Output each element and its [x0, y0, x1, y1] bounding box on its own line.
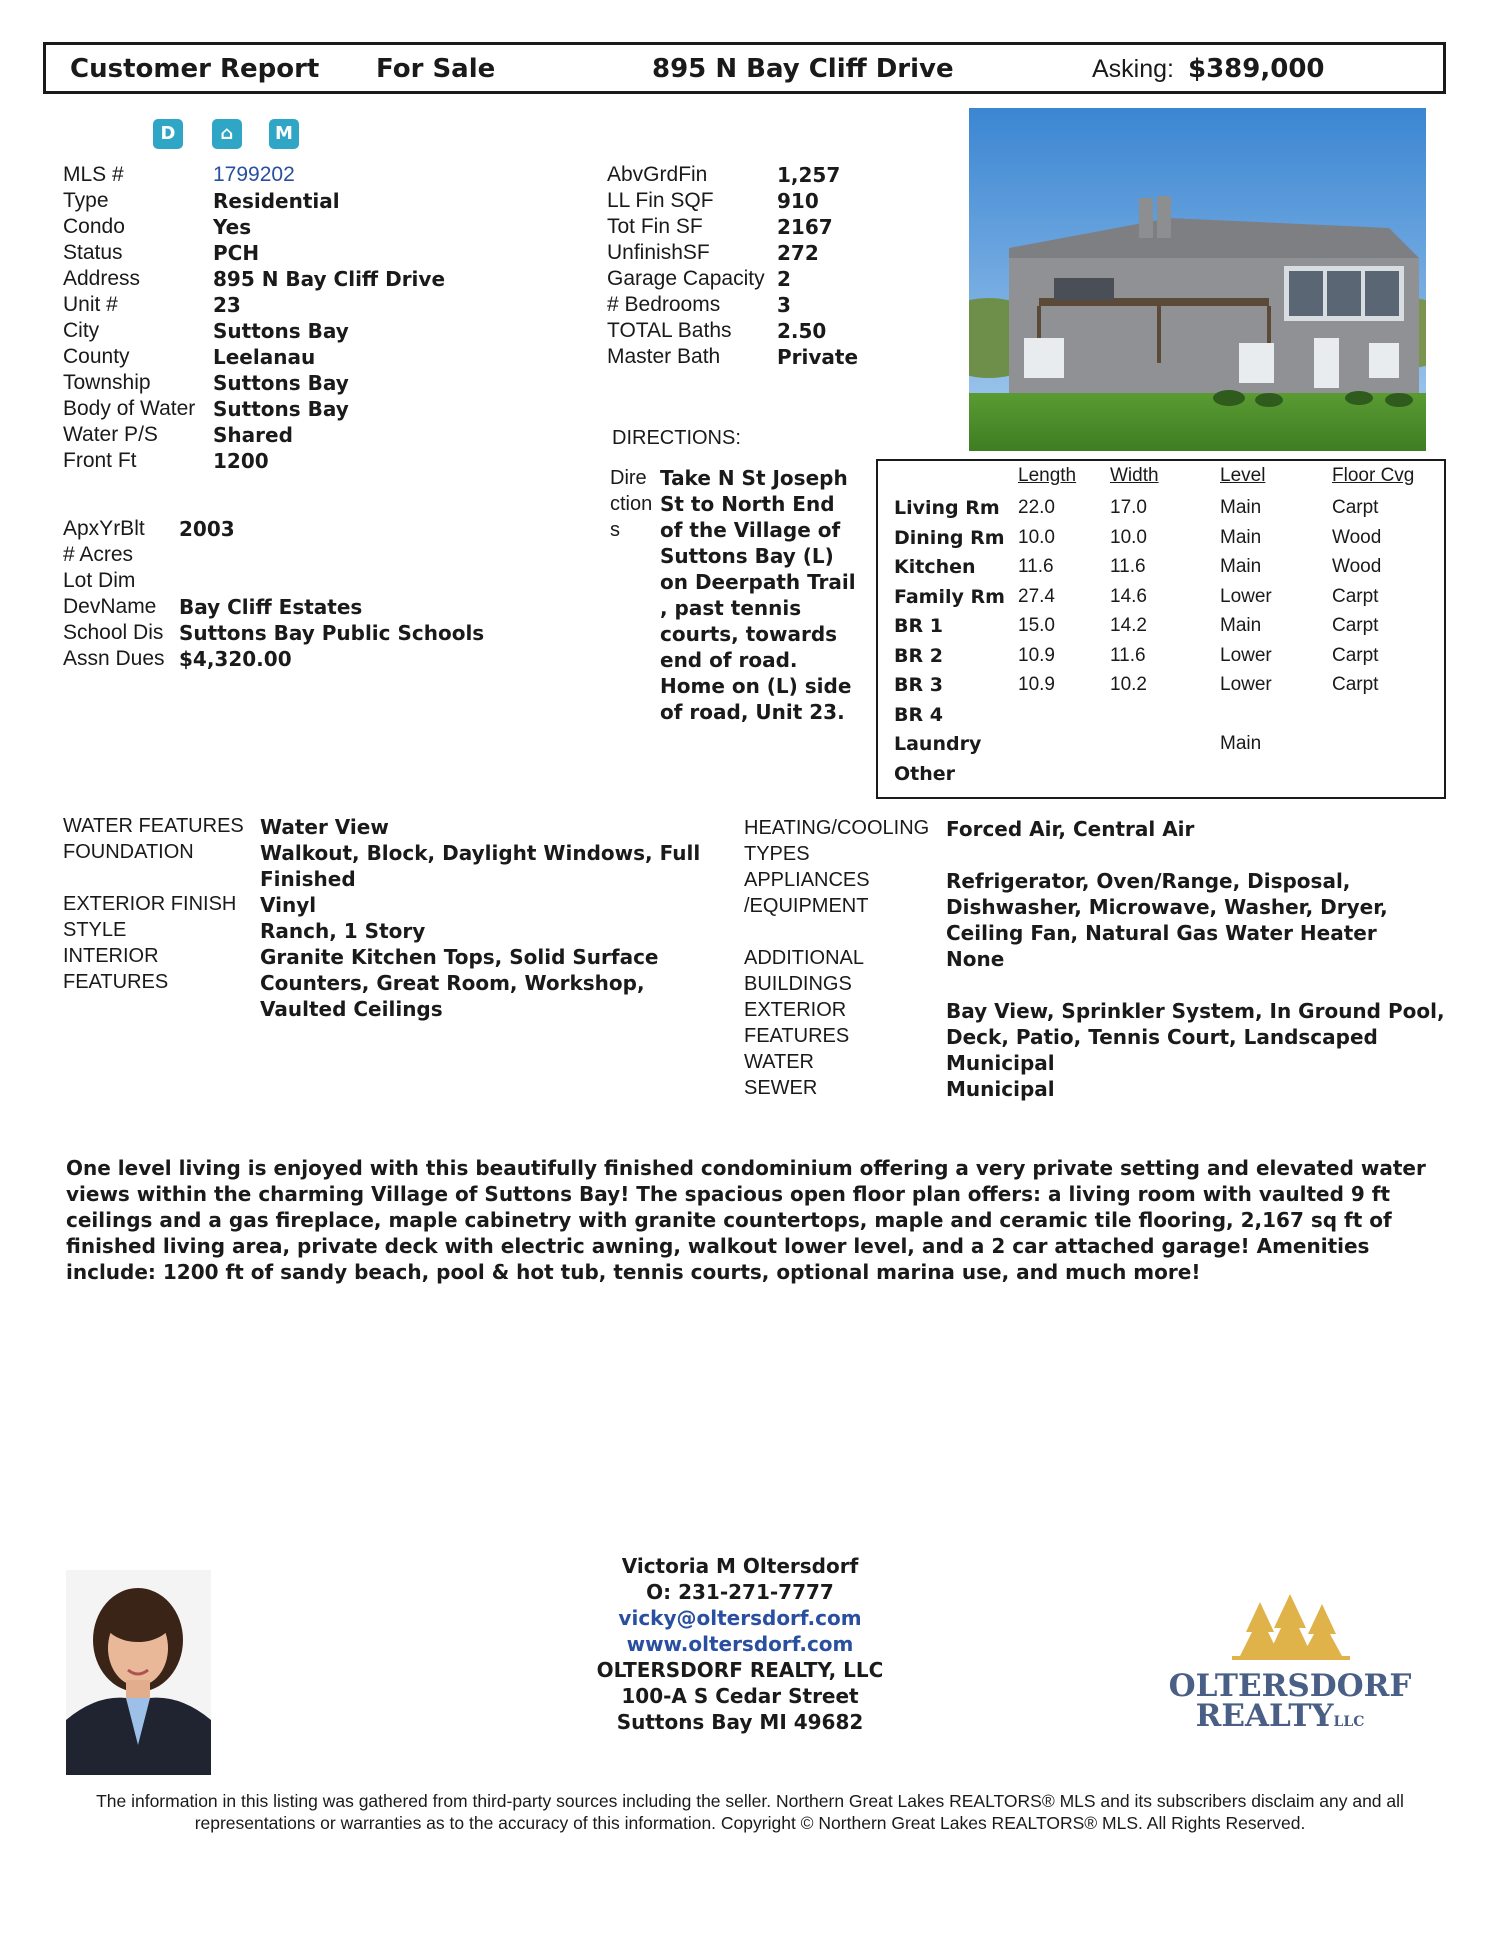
room-name: Other — [894, 762, 956, 785]
room-floor: Carpt — [1332, 674, 1379, 695]
feature-label: FOUNDATION — [63, 841, 194, 863]
feature-label: WATER — [744, 1051, 814, 1073]
size-info — [607, 163, 907, 383]
company-street: 100-A S Cedar Street — [621, 1684, 859, 1708]
field-row — [607, 345, 907, 371]
room-width: 14.6 — [1110, 585, 1147, 607]
directions-line: Suttons Bay (L) — [660, 544, 834, 568]
field-value: PCH — [213, 241, 260, 265]
feature-value: Granite Kitchen Tops, Solid Surface — [260, 945, 659, 969]
field-label: # Bedrooms — [607, 293, 721, 316]
field-value: 1200 — [213, 449, 269, 473]
field-value: 23 — [213, 293, 241, 317]
features-left — [63, 815, 713, 1025]
logo-line1: OLTERSDORF — [1168, 1668, 1412, 1704]
field-row — [607, 163, 907, 189]
room-level: Main — [1220, 733, 1262, 754]
field-label: Status — [63, 241, 123, 264]
feature-value: None — [946, 947, 1005, 971]
pine-trees-icon — [1160, 1590, 1420, 1670]
room-row — [878, 645, 1444, 673]
field-value: 1,257 — [777, 163, 841, 187]
field-row — [63, 595, 533, 621]
field-label: ApxYrBlt — [63, 517, 145, 540]
room-level: Lower — [1220, 674, 1272, 695]
agent-name: Victoria M Oltersdorf — [621, 1554, 859, 1578]
field-label: DevName — [63, 595, 157, 618]
room-level: Lower — [1220, 644, 1272, 666]
agent-email-link[interactable]: vicky@oltersdorf.com — [618, 1606, 862, 1630]
field-row — [63, 449, 533, 475]
field-label: Lot Dim — [63, 569, 136, 592]
field-value: Leelanau — [213, 345, 316, 369]
logo-line2 — [1160, 1700, 1400, 1738]
description-line: include: 1200 ft of sandy beach, pool & hot tub, tennis courts, optional marina use, and much more! — [66, 1260, 1201, 1284]
directions-label-line: ction — [610, 493, 653, 515]
room-width: 10.0 — [1110, 526, 1147, 548]
asking-label: Asking: — [1092, 55, 1174, 83]
company-logo — [1160, 1590, 1420, 1750]
field-row — [607, 189, 907, 215]
directions-line: Take N St Joseph — [660, 466, 848, 490]
listing-info — [63, 163, 533, 483]
field-label: County — [63, 345, 130, 368]
room-width: 11.6 — [1110, 644, 1146, 666]
room-row — [878, 556, 1444, 584]
report-title: Customer Report — [70, 54, 320, 84]
feature-value: Forced Air, Central Air — [946, 817, 1195, 841]
field-row — [63, 345, 533, 371]
room-name: Dining Rm — [894, 526, 1005, 549]
field-value: 3 — [777, 293, 791, 317]
feature-value: Counters, Great Room, Workshop, — [260, 971, 645, 995]
field-label: City — [63, 319, 100, 342]
room-row — [878, 674, 1444, 702]
property-info — [63, 517, 533, 677]
column-header-level: Level — [1220, 465, 1266, 486]
feature-value: Vinyl — [260, 893, 317, 917]
feature-label: FEATURES — [63, 971, 169, 993]
room-width: 14.2 — [1110, 615, 1147, 636]
feature-value: Refrigerator, Oven/Range, Disposal, — [946, 869, 1351, 893]
room-row — [878, 733, 1444, 761]
room-floor: Wood — [1332, 526, 1382, 548]
rooms-table — [876, 459, 1446, 799]
field-value: Private — [777, 345, 859, 369]
description-line: ceilings and a gas fireplace, maple cabinetry with granite countertops, maple and ceramic tile flooring, 2,167 sq ft of — [66, 1208, 1392, 1232]
room-floor: Carpt — [1332, 585, 1379, 607]
directions-label — [610, 465, 660, 543]
field-row — [607, 215, 907, 241]
feature-label: HEATING/COOLING — [744, 817, 930, 839]
disclaimer-line: The information in this listing was gathered from third-party sources including the seller. Northern Great Lakes REALTORS® MLS and its subscribers disclaim any and all — [96, 1791, 1404, 1811]
directions-line: St to North End — [660, 492, 835, 516]
field-row — [63, 621, 533, 647]
field-value: Suttons Bay — [213, 371, 349, 395]
field-row — [63, 569, 533, 595]
room-level: Main — [1220, 497, 1262, 518]
field-row — [63, 647, 533, 673]
field-value: 910 — [777, 189, 819, 213]
room-length: 10.9 — [1018, 674, 1055, 695]
field-value: 2 — [777, 267, 791, 291]
room-name: Kitchen — [894, 556, 976, 578]
field-row — [63, 241, 533, 267]
directions-line: of road, Unit 23. — [660, 700, 845, 724]
room-length: 27.4 — [1018, 585, 1055, 607]
room-level: Lower — [1220, 585, 1272, 607]
room-row — [878, 497, 1444, 525]
column-header-length: Length — [1018, 465, 1077, 486]
room-row — [878, 704, 1444, 732]
field-label: Water P/S — [63, 423, 158, 446]
field-label: TOTAL Baths — [607, 319, 732, 342]
disclaimer — [50, 1790, 1450, 1834]
field-row — [63, 397, 533, 423]
room-width: 17.0 — [1110, 497, 1147, 518]
room-name: BR 3 — [894, 674, 943, 696]
field-row — [607, 241, 907, 267]
m-badge-icon[interactable]: M — [269, 119, 299, 149]
asking-price: $389,000 — [1188, 54, 1325, 84]
feature-value: Ranch, 1 Story — [260, 919, 426, 943]
house-badge-icon[interactable]: ⌂ — [212, 119, 242, 149]
field-row — [63, 371, 533, 397]
room-name: BR 2 — [894, 644, 943, 667]
column-header-width: Width — [1110, 465, 1159, 486]
d-badge-icon[interactable]: D — [153, 119, 183, 149]
feature-label: EXTERIOR — [744, 999, 847, 1021]
room-floor: Carpt — [1332, 615, 1379, 636]
field-row — [607, 267, 907, 293]
room-row — [878, 586, 1444, 614]
features-right — [744, 817, 1454, 1107]
feature-value: Municipal — [946, 1077, 1055, 1101]
field-row — [63, 293, 533, 319]
field-label: Tot Fin SF — [607, 215, 703, 238]
company-city: Suttons Bay MI 49682 — [616, 1710, 864, 1734]
feature-label: APPLIANCES — [744, 869, 870, 891]
room-floor: Carpt — [1332, 644, 1379, 666]
room-row — [878, 527, 1444, 555]
company-name: OLTERSDORF REALTY, LLC — [596, 1658, 884, 1682]
feature-value: Bay View, Sprinkler System, In Ground Pool, — [946, 999, 1445, 1023]
field-row — [607, 319, 907, 345]
room-name: Laundry — [894, 733, 982, 755]
field-value: Yes — [213, 215, 252, 239]
field-value: Suttons Bay Public Schools — [179, 621, 485, 645]
room-floor: Wood — [1332, 556, 1382, 577]
room-length: 10.0 — [1018, 526, 1055, 548]
property-description — [66, 1155, 1426, 1285]
room-name: Living Rm — [894, 497, 1000, 519]
directions-line: on Deerpath Trail — [660, 570, 856, 594]
directions-line: of the Village of — [660, 518, 841, 542]
listing-status: For Sale — [376, 54, 496, 84]
directions-line: , past tennis — [660, 596, 802, 620]
feature-label: FEATURES — [744, 1025, 850, 1047]
field-label: Front Ft — [63, 449, 137, 472]
column-header-floor: Floor Cvg — [1332, 465, 1415, 486]
description-line: finished living area, private deck with electric awning, walkout lower level, and a 2 car attached garage! Amenities — [66, 1234, 1370, 1258]
feature-value: Municipal — [946, 1051, 1055, 1075]
directions-label-line: s — [610, 519, 620, 541]
report-header — [43, 42, 1446, 94]
feature-label: WATER FEATURES — [63, 815, 244, 837]
directions-line: Home on (L) side — [660, 674, 852, 698]
field-row — [607, 293, 907, 319]
field-label: Master Bath — [607, 345, 721, 368]
agent-phone[interactable]: O: 231-271-7777 — [646, 1580, 834, 1604]
field-value: Bay Cliff Estates — [179, 595, 363, 619]
field-label: Type — [63, 189, 109, 212]
field-label: Township — [63, 371, 151, 394]
room-row — [878, 763, 1444, 791]
feature-label: BUILDINGS — [744, 973, 852, 995]
feature-label: SEWER — [744, 1077, 818, 1099]
field-label: Body of Water — [63, 397, 196, 420]
field-value: Suttons Bay — [213, 319, 349, 343]
feature-label: INTERIOR — [63, 945, 159, 967]
field-label: LL Fin SQF — [607, 189, 714, 212]
room-length: 11.6 — [1018, 556, 1054, 577]
directions-text — [660, 465, 875, 725]
room-length: 22.0 — [1018, 497, 1055, 518]
feature-label: EXTERIOR FINISH — [63, 893, 237, 915]
feature-label: /EQUIPMENT — [744, 895, 869, 917]
field-value: Suttons Bay — [213, 397, 349, 421]
field-label: UnfinishSF — [607, 241, 710, 264]
field-row — [63, 163, 533, 189]
mls-number-link[interactable]: 1799202 — [213, 163, 295, 186]
field-label: Unit # — [63, 293, 118, 316]
field-label: Condo — [63, 215, 125, 238]
room-row — [878, 615, 1444, 643]
description-line: One level living is enjoyed with this beautifully finished condominium offering a very private setting and elevated water — [66, 1156, 1426, 1180]
feature-label: TYPES — [744, 843, 810, 865]
room-width: 10.2 — [1110, 674, 1147, 695]
feature-label: STYLE — [63, 919, 127, 941]
room-name: BR 1 — [894, 615, 943, 637]
room-level: Main — [1220, 615, 1262, 636]
directions-line: courts, towards — [660, 622, 838, 646]
field-row — [63, 423, 533, 449]
field-label: Address — [63, 267, 141, 290]
feature-value: Walkout, Block, Daylight Windows, Full — [260, 841, 701, 865]
field-value: Residential — [213, 189, 340, 213]
field-row — [63, 189, 533, 215]
disclaimer-line: representations or warranties as to the accuracy of this information. Copyright © Northern Great Lakes REALTORS® MLS. All Rights Reserved. — [194, 1813, 1306, 1833]
field-row — [63, 319, 533, 345]
feature-label: ADDITIONAL — [744, 947, 865, 969]
feature-value: Deck, Patio, Tennis Court, Landscaped — [946, 1025, 1378, 1049]
feature-value: Finished — [260, 867, 356, 891]
logo-llc: LLC — [1333, 1714, 1365, 1730]
field-row — [63, 517, 533, 543]
field-label: MLS # — [63, 163, 124, 186]
room-width: 11.6 — [1110, 556, 1146, 577]
directions-line: end of road. — [660, 648, 798, 672]
header-address: 895 N Bay Cliff Drive — [652, 54, 954, 84]
field-row — [63, 543, 533, 569]
description-line: views within the charming Village of Suttons Bay! The spacious open floor plan offers: a living room with vaulted 9 ft — [66, 1182, 1391, 1206]
field-label: Assn Dues — [63, 647, 165, 670]
room-length: 10.9 — [1018, 644, 1055, 666]
logo-realty: REALTY — [1195, 1698, 1334, 1734]
field-value: Shared — [213, 423, 293, 447]
field-value: 2.50 — [777, 319, 827, 343]
field-label: School Dis — [63, 621, 164, 644]
feature-value: Vaulted Ceilings — [260, 997, 443, 1021]
room-floor: Carpt — [1332, 497, 1379, 518]
field-label: Garage Capacity — [607, 267, 765, 290]
field-label: # Acres — [63, 543, 134, 566]
feature-value: Water View — [260, 815, 389, 839]
property-photo — [969, 108, 1426, 451]
field-row — [63, 215, 533, 241]
feature-value: Dishwasher, Microwave, Washer, Dryer, — [946, 895, 1388, 919]
directions-label-line: Dire — [610, 467, 647, 489]
field-label: AbvGrdFin — [607, 163, 708, 186]
field-value: 895 N Bay Cliff Drive — [213, 267, 446, 291]
field-value: 2003 — [179, 517, 235, 541]
field-value: 272 — [777, 241, 819, 265]
field-row — [63, 267, 533, 293]
room-name: Family Rm — [894, 585, 1005, 608]
room-name: BR 4 — [894, 703, 943, 726]
field-value: $4,320.00 — [179, 647, 292, 671]
field-value: 2167 — [777, 215, 833, 239]
room-level: Main — [1220, 556, 1262, 577]
agent-photo — [66, 1570, 211, 1775]
directions-heading: DIRECTIONS: — [612, 427, 741, 449]
room-length: 15.0 — [1018, 615, 1055, 636]
agent-website-link[interactable]: www.oltersdorf.com — [626, 1632, 854, 1656]
feature-value: Ceiling Fan, Natural Gas Water Heater — [946, 921, 1377, 945]
room-level: Main — [1220, 526, 1262, 548]
